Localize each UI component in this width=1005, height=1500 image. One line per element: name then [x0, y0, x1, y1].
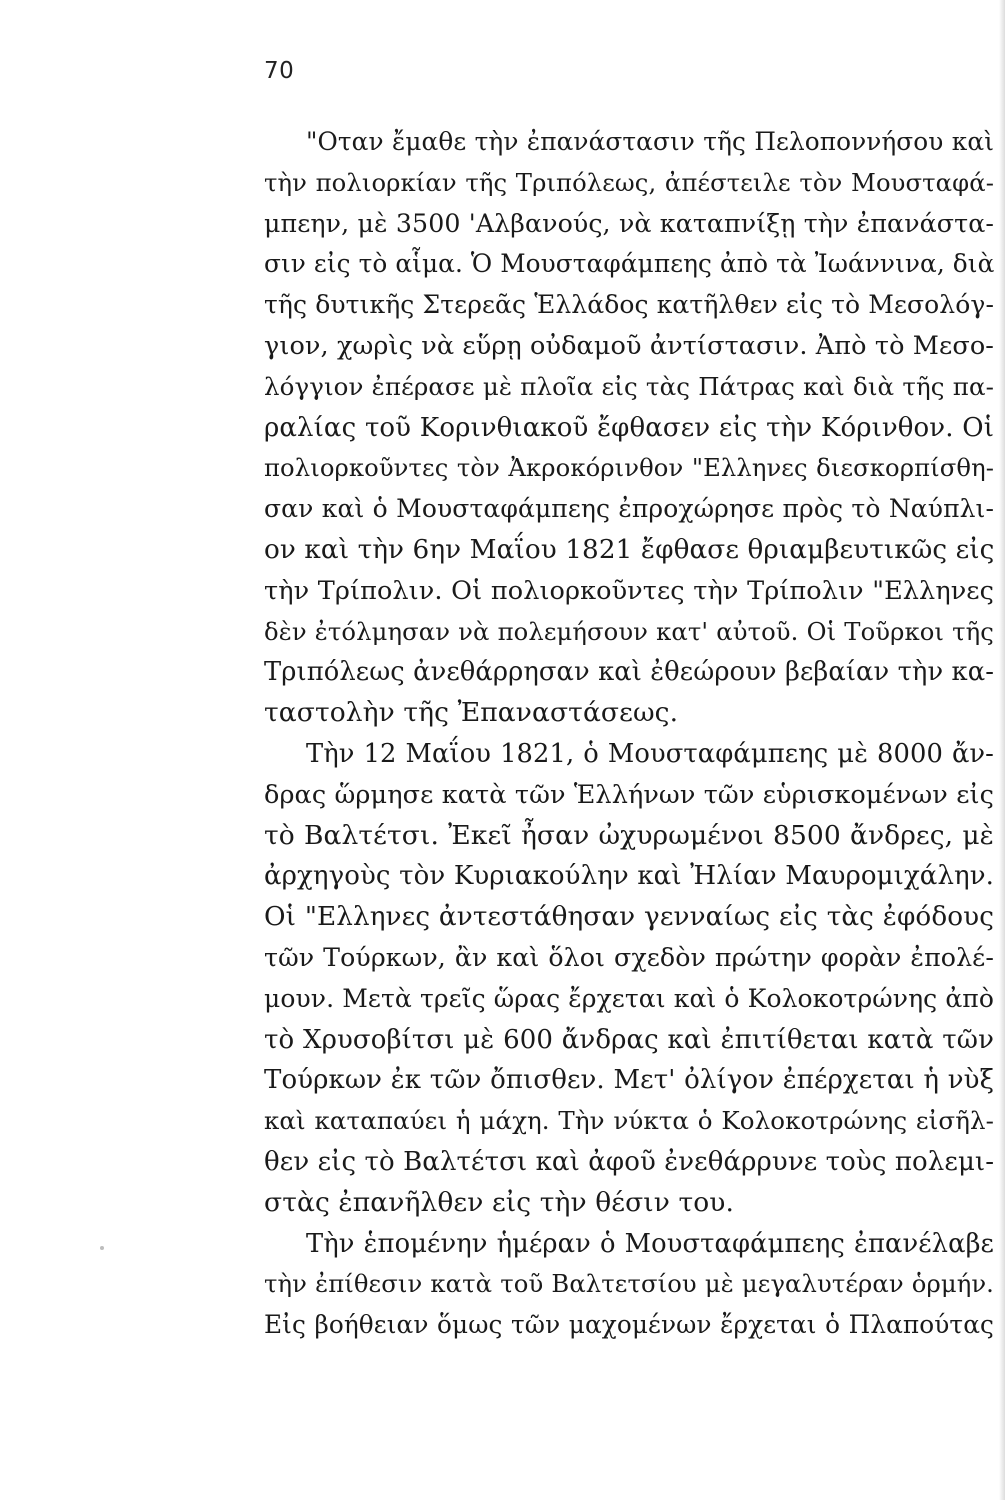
body-text — [264, 122, 994, 1346]
text-line: πολιορκοῦντες τὸν Ἀκροκόρινθον "Ελληνες διεσκορπίσθη- — [264, 453, 994, 483]
text-line: μπεην, μὲ 3500 'Αλβανούς, νὰ καταπνίξῃ τὴν ἐπανάστα- — [264, 208, 994, 238]
text-line: τῶν Τούρκων, ἂν καὶ ὅλοι σχεδὸν πρώτην φορὰν ἐπολέ- — [264, 942, 994, 972]
text-line: ον καὶ τὴν 6ην Μαΐου 1821 ἔφθασε θριαμβευτικῶς εἰς — [264, 534, 995, 565]
text-line: Τὴν ἑπομένην ἡμέραν ὁ Μουσταφάμπεης ἐπανέλαβε — [306, 1228, 994, 1259]
text-line: τὴν πολιορκίαν τῆς Τριπόλεως, ἀπέστειλε τὸν Μουσταφά- — [264, 167, 994, 197]
text-line: ραλίας τοῦ Κορινθιακοῦ ἔφθασεν εἰς τὴν Κόρινθον. Οἱ — [264, 412, 994, 443]
text-line: γιον, χωρὶς νὰ εὕρῃ οὐδαμοῦ ἀντίστασιν. Ἀπὸ τὸ Μεσο- — [264, 330, 994, 361]
text-line: μουν. Μετὰ τρεῖς ὥρας ἔρχεται καὶ ὁ Κολοκοτρώνης ἀπὸ — [264, 983, 994, 1013]
text-line: ταστολὴν τῆς Ἐπαναστάσεως. — [264, 697, 679, 729]
text-line: Εἰς βοήθειαν ὅμως τῶν μαχομένων ἔρχεται ὁ Πλαπούτας — [264, 1310, 994, 1340]
text-line: δὲν ἐτόλμησαν νὰ πολεμήσουν κατ' αὐτοῦ. Οἱ Τοῦρκοι τῆς — [264, 616, 994, 646]
text-line: Τριπόλεως ἀνεθάρρησαν καὶ ἐθεώρουν βεβαίαν τὴν κα- — [264, 657, 994, 688]
text-line: ἀρχηγοὺς τὸν Κυριακούλην καὶ Ἠλίαν Μαυρομιχάλην. — [264, 861, 994, 892]
text-line: Τὴν 12 Μαΐου 1821, ὁ Μουσταφάμπεης μὲ 8000 ἄν- — [306, 738, 994, 769]
paper-speck — [100, 1246, 104, 1250]
text-line: θεν εἰς τὸ Βαλτέτσι καὶ ἀφοῦ ἐνεθάρρυνε τοὺς πολεμι- — [264, 1146, 995, 1177]
page-edge-shadow — [999, 0, 1005, 1500]
page-number: 70 — [264, 58, 295, 84]
text-line: Τούρκων ἐκ τῶν ὄπισθεν. Μετ' ὀλίγον ἐπέρχεται ἡ νὺξ — [264, 1065, 994, 1096]
text-line: σαν καὶ ὁ Μουσταφάμπεης ἐπροχώρησε πρὸς τὸ Ναύπλι- — [264, 494, 994, 524]
text-line: δρας ὥρμησε κατὰ τῶν Ἑλλήνων τῶν εὑρισκομένων εἰς — [264, 779, 994, 810]
text-line: τὴν Τρίπολιν. Οἱ πολιορκοῦντες τὴν Τρίπολιν "Ελληνες — [264, 575, 994, 606]
text-line: στὰς ἐπανῆλθεν εἰς τὴν θέσιν του. — [264, 1186, 735, 1218]
text-line: "Οταν ἔμαθε τὴν ἐπανάστασιν τῆς Πελοποννήσου καὶ — [306, 127, 994, 156]
text-line: τὸ Χρυσοβίτσι μὲ 600 ἄνδρας καὶ ἐπιτίθεται κατὰ τῶν — [264, 1024, 994, 1055]
text-line: τῆς δυτικῆς Στερεᾶς Ἑλλάδος κατῆλθεν εἰς τὸ Μεσολόγ- — [264, 290, 994, 320]
text-line: καὶ καταπαύει ἡ μάχη. Τὴν νύκτα ὁ Κολοκοτρώνης εἰσῆλ- — [264, 1106, 994, 1136]
text-line: Οἱ "Ελληνες ἀντεστάθησαν γενναίως εἰς τὰς ἐφόδους — [264, 902, 994, 933]
text-line: τὴν ἐπίθεσιν κατὰ τοῦ Βαλτετσίου μὲ μεγαλυτέραν ὁρμήν. — [264, 1269, 994, 1299]
text-line: λόγγιον ἐπέρασε μὲ πλοῖα εἰς τὰς Πάτρας καὶ διὰ τῆς πα- — [264, 371, 994, 401]
text-line: τὸ Βαλτέτσι. Ἐκεῖ ἦσαν ὠχυρωμένοι 8500 ἄνδρες, μὲ — [264, 819, 994, 851]
text-line: σιν εἰς τὸ αἷμα. Ὁ Μουσταφάμπεης ἀπὸ τὰ Ἰωάννινα, διὰ — [264, 249, 995, 279]
